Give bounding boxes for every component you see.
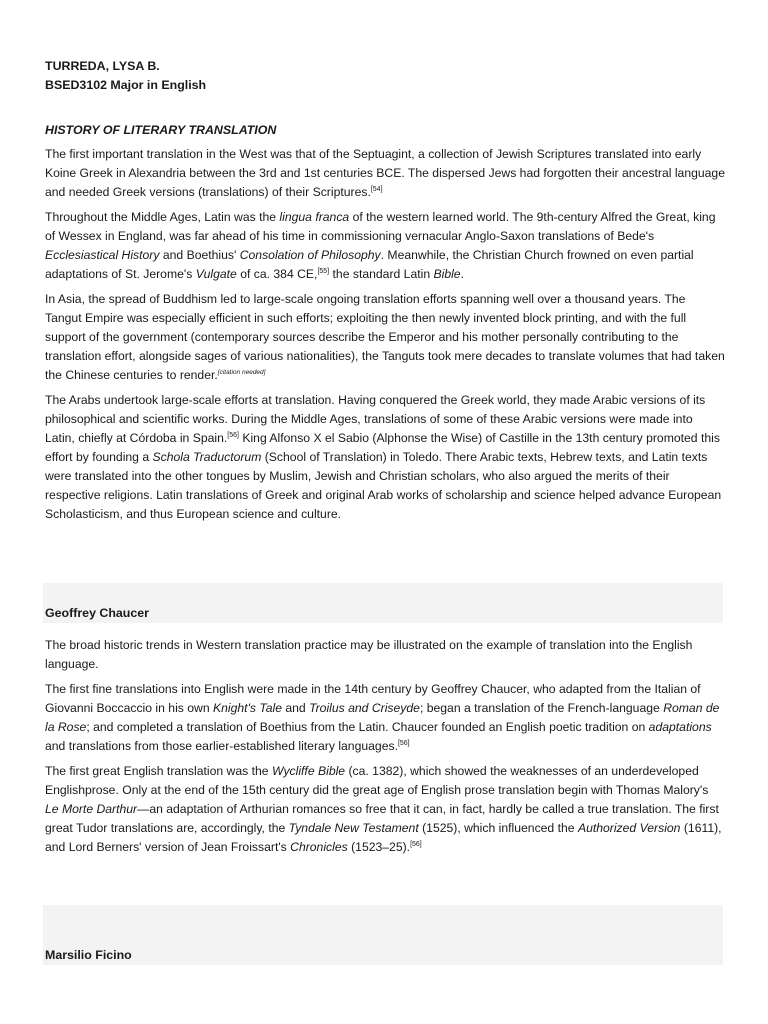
paragraph-asia: In Asia, the spread of Buddhism led to large-scale ongoing translation efforts spanning well over a thousand years. The Tangut Empire was especially efficient in such efforts; exploiting the then newly invented block printing, and with the full support of the government (contemporary sources describe the Emperor and his mother personally contributing to the translation effort, alongside sages of various nationalities), the Tanguts took mere decades to translate volumes that had taken the Chinese centuries to render.[citation needed] bbox=[45, 292, 725, 382]
paragraph-arabs: The Arabs undertook large-scale efforts at translation. Having conquered the Greek world, they made Arabic versions of its philosophical and scientific works. During the Middle Ages, translations of some of these Arabic versions were made into Latin, chiefly at Córdoba in Spain.[56] King Alfonso X el Sabio (Alphonse the Wise) of Castille in the 13th century promoted this effort by founding a Schola Traductorum (School of Translation) in Toledo. There Arabic texts, Hebrew texts, and Latin texts were translated into the other tongues by Muslim, Jewish and Christian scholars, who also argued the merits of their respective religions. Latin translations of Greek and original Arab works of scholarship and science helped advance European Scholasticism, and thus European science and culture. bbox=[45, 393, 722, 521]
section-band-chaucer bbox=[43, 583, 723, 623]
chaucer-body bbox=[45, 636, 725, 863]
citation-ref: [54] bbox=[370, 185, 383, 193]
paragraph-septuagint: The first important translation in the West was that of the Septuagint, a collection of Jewish Scriptures translated into early Koine Greek in Alexandria between the 3rd and 1st centuries BCE. The dispersed Jews had forgotten their ancestral language and needed Greek versions (translations) of their Scriptures.[54] bbox=[45, 147, 725, 199]
citation-ref: [56] bbox=[410, 840, 422, 848]
paragraph-broad-trends: The broad historic trends in Western translation practice may be illustrated on the example of translation into the English language. bbox=[45, 638, 693, 671]
paragraph-fine-translations: The first fine translations into English were made in the 14th century by Geoffrey Chaucer, who adapted from the Italian of Giovanni Boccaccio in his own Knight's Tale and Troilus and Criseyde; began a translation of the French-language Roman de la Rose; and completed a translation of Boethius from the Latin. Chaucer founded an English poetic tradition on adaptations and translations from those earlier-established literary languages.[56] bbox=[45, 682, 720, 753]
course-code: BSED3102 Major in English bbox=[45, 78, 207, 92]
section-title-ficino: Marsilio Ficino bbox=[45, 948, 132, 962]
paragraph-wycliffe: The first great English translation was the Wycliffe Bible (ca. 1382), which showed the weaknesses of an underdeveloped Englishprose. Only at the end of the 15th century did the great age of English prose translation begin with Thomas Malory's Le Morte Darthur—an adaptation of Arthurian romances so free that it can, in fact, hardly be called a true translation. The first great Tudor translations are, accordingly, the Tyndale New Testament (1525), which influenced the Authorized Version (1611), and Lord Berners' version of Jean Froissart's Chronicles (1523–25).[56] bbox=[45, 764, 722, 854]
citation-ref: [56] bbox=[397, 739, 410, 747]
section-title-chaucer: Geoffrey Chaucer bbox=[45, 606, 149, 620]
paragraph-middle-ages: Throughout the Middle Ages, Latin was the lingua franca of the western learned world. The 9th-century Alfred the Great, king of Wessex in England, was far ahead of his time in commissioning vernacular Anglo-Saxon translations of Bede's Ecclesiastical History and Boethius' Consolation of Philosophy. Meanwhile, the Christian Church frowned on even partial adaptations of St. Jerome's Vulgate of ca. 384 CE,[55] the standard Latin Bible. bbox=[45, 210, 716, 281]
section-title-history: HISTORY OF LITERARY TRANSLATION bbox=[45, 123, 277, 137]
document-body bbox=[45, 57, 725, 530]
author-name: TURREDA, LYSA B. bbox=[45, 59, 160, 73]
citation-ref: [55] bbox=[317, 267, 330, 275]
section-band-ficino bbox=[43, 905, 723, 965]
citation-needed: [citation needed] bbox=[217, 368, 266, 376]
citation-ref: [56] bbox=[227, 431, 239, 439]
